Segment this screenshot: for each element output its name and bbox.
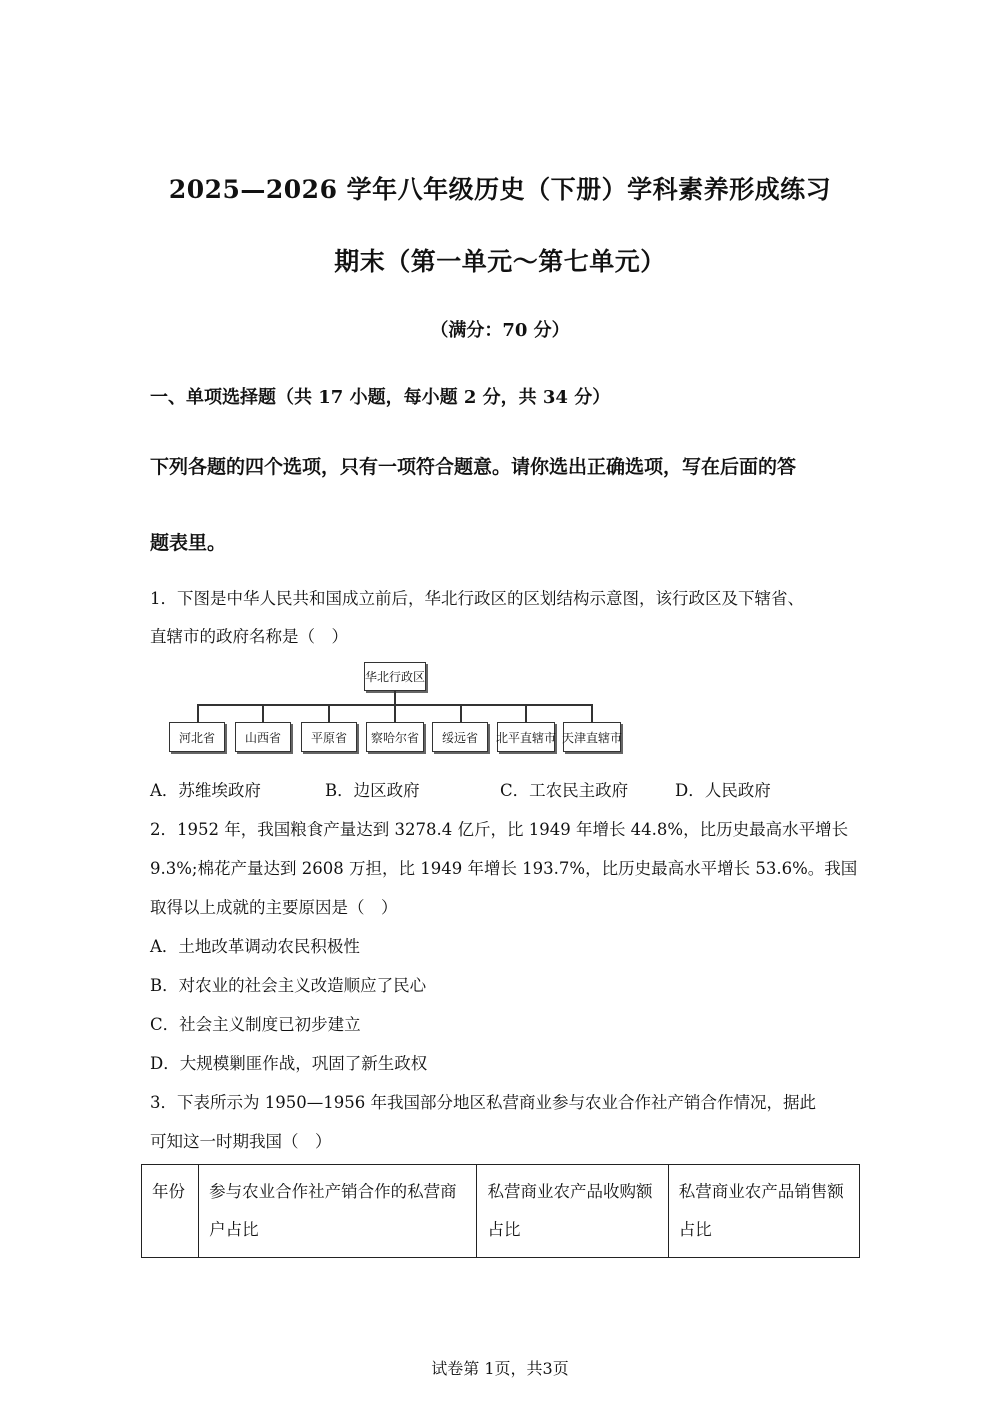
section-heading: 一、单项选择题（共 17 小题，每小题 2 分，共 34 分） <box>150 387 611 408</box>
q1-text-line-1: 1．下图是中华人民共和国成立前后，华北行政区的区划结构示意图，该行政区及下辖省、 <box>150 589 804 608</box>
table-header-cell: 私营商业农产品收购额占比 <box>477 1165 668 1258</box>
diagram-child-suiyuan: 绥远省 <box>432 722 488 752</box>
diagram-child-beiping: 北平直辖市 <box>497 722 555 752</box>
table-header-row <box>142 1165 860 1258</box>
q1-option-d: D．人民政府 <box>675 781 771 800</box>
q3-text-line-2: 可知这一时期我国（ ） <box>150 1132 332 1151</box>
q1-option-c: C．工农民主政府 <box>500 781 629 800</box>
diagram-child-hebei: 河北省 <box>169 722 225 752</box>
instruction-line-1: 下列各题的四个选项，只有一项符合题意。请你选出正确选项，写在后面的答 <box>150 456 797 478</box>
page-title: 2025—2026 学年八年级历史（下册）学科素养形成练习 <box>168 175 832 204</box>
diagram-child-shanxi: 山西省 <box>235 722 291 752</box>
diagram-child-chahar: 察哈尔省 <box>366 722 424 752</box>
instruction-line-2: 题表里。 <box>150 532 227 554</box>
q1-text-line-2: 直辖市的政府名称是（ ） <box>150 627 348 646</box>
page-subtitle: 期末（第一单元～第七单元） <box>334 247 666 276</box>
q2-text-line-3: 取得以上成就的主要原因是（ ） <box>150 898 398 917</box>
table-header-cell: 年份 <box>142 1165 199 1258</box>
q3-data-table <box>141 1164 860 1258</box>
q2-text-line-2: 9.3%;棉花产量达到 2608 万担，比 1949 年增长 193.7%，比历史最高水平增长 53.6%。我国 <box>150 859 858 878</box>
q2-option-b: B．对农业的社会主义改造顺应了民心 <box>150 976 427 995</box>
table-header-cell: 参与农业合作社产销合作的私营商户占比 <box>199 1165 477 1258</box>
q1-option-a: A．苏维埃政府 <box>150 781 261 800</box>
total-score: （满分：70 分） <box>430 320 570 341</box>
page-footer: 试卷第 1页，共3页 <box>431 1359 569 1378</box>
diagram-root-box: 华北行政区 <box>364 662 426 691</box>
diagram-child-tianjin: 天津直辖市 <box>563 722 621 752</box>
q2-option-a: A．土地改革调动农民积极性 <box>150 937 360 956</box>
diagram-child-pingyuan: 平原省 <box>301 722 357 752</box>
q3-text-line-1: 3．下表所示为 1950—1956 年我国部分地区私营商业参与农业合作社产销合作情况，据此 <box>150 1093 816 1112</box>
q1-option-b: B．边区政府 <box>325 781 420 800</box>
table-header-cell: 私营商业农产品销售额占比 <box>668 1165 859 1258</box>
q2-option-d: D．大规模剿匪作战，巩固了新生政权 <box>150 1054 428 1073</box>
q2-option-c: C．社会主义制度已初步建立 <box>150 1015 361 1034</box>
q2-text-line-1: 2．1952 年，我国粮食产量达到 3278.4 亿斤，比 1949 年增长 44.8%，比历史最高水平增长 <box>150 820 849 839</box>
